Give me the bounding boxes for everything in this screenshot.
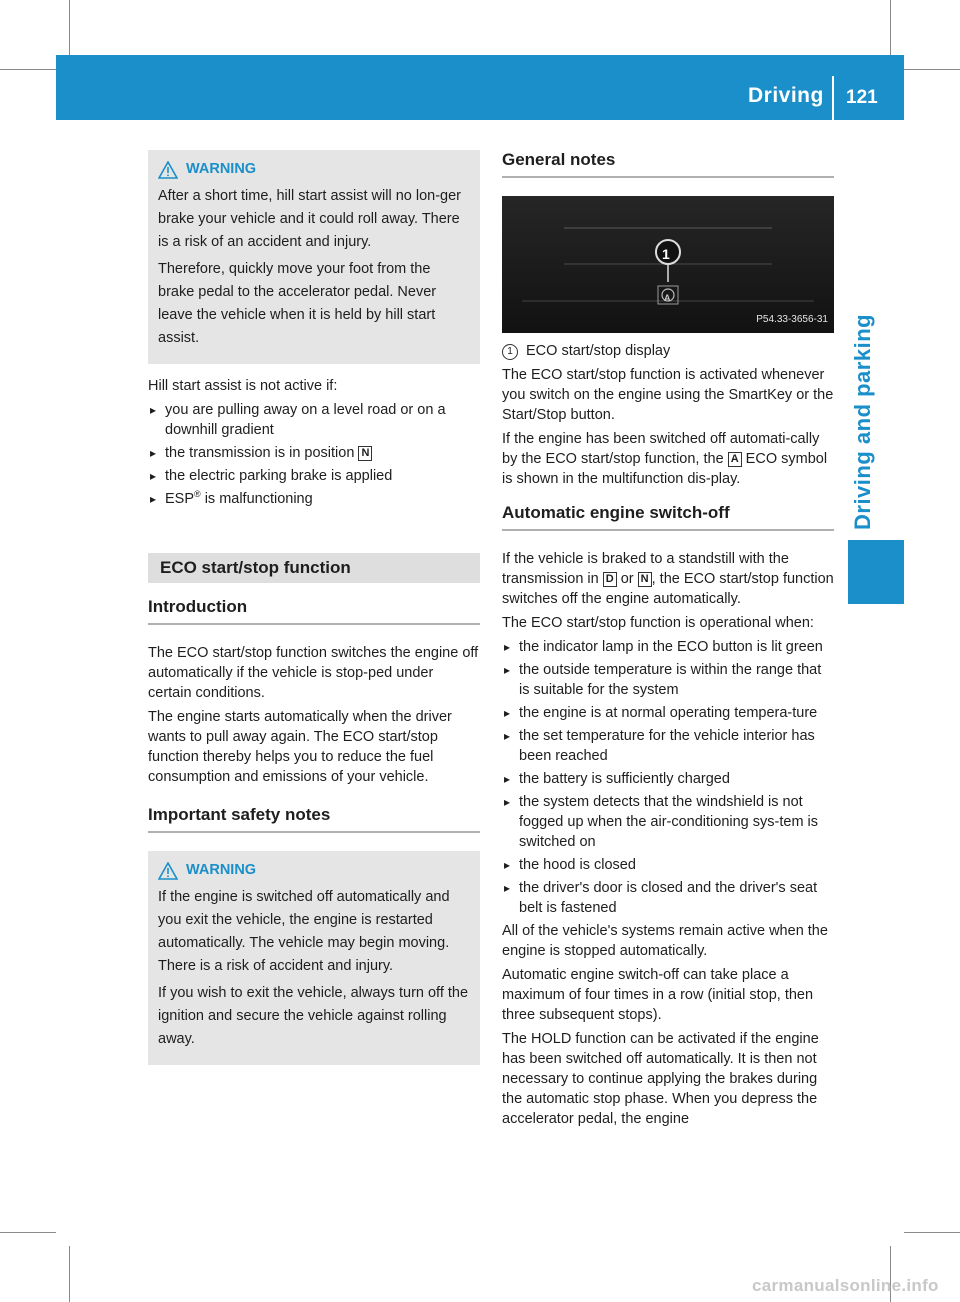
list-item: ▸ the set temperature for the vehicle interior has been reached	[502, 726, 834, 766]
paragraph: Automatic engine switch-off can take place a maximum of four times in a row (initial stop, then three subsequent stops).	[502, 967, 814, 1023]
crop-mark	[890, 0, 891, 56]
warning-header	[158, 859, 470, 882]
crop-mark	[69, 1246, 70, 1302]
warning-text: Therefore, quickly move your foot from the brake pedal to the accelerator pedal. Never leave the vehicle when it is held by hill start assist.	[158, 261, 437, 346]
paragraph: The ECO start/stop function is activated whenever you switch on the engine using the SmartKey or the Start/Stop button.	[502, 367, 834, 423]
chapter-tab-marker	[848, 540, 904, 604]
paragraph: The HOLD function can be activated if the engine has been switched off automatically. It is then not necessary to continue applying the brakes during the automatic stop phase. When you depress the accelerator pedal, the engine	[502, 1031, 819, 1127]
chapter-tab-label: Driving and parking	[850, 313, 875, 530]
paragraph-text: If the vehicle is braked to a standstill with the transmission in	[502, 551, 789, 587]
crop-mark	[0, 69, 56, 70]
paragraph: The ECO start/stop function switches the engine off automatically if the vehicle is stop-ped under certain conditions.	[148, 645, 479, 701]
subsection-heading: Automatic engine switch-off	[502, 503, 834, 531]
paragraph	[502, 429, 834, 489]
header-divider	[832, 76, 834, 120]
list-item: ▸ the outside temperature is within the range that is suitable for the system	[502, 660, 834, 700]
paragraph: The engine starts automatically when the driver wants to pull away again. The ECO start/stop function thereby helps you to reduce the fuel consumption and emissions of your vehicle.	[148, 709, 452, 785]
list-item: ▸ you are pulling away on a level road or on a downhill gradient	[148, 400, 480, 440]
figure-caption	[502, 341, 834, 361]
caption-text: ECO start/stop display	[526, 343, 671, 359]
list-item: ▸ the system detects that the windshield is not fogged up when the air-conditioning sys-tem is switched on	[502, 792, 834, 852]
list-item: ▸ the driver's door is closed and the driver's seat belt is fastened	[502, 878, 834, 918]
warning-box	[148, 150, 480, 364]
warning-triangle-icon	[158, 161, 178, 179]
paragraph: The ECO start/stop function is operational when:	[502, 615, 814, 631]
list-item: ▸ the indicator lamp in the ECO button is lit green	[502, 637, 834, 657]
paragraph: Hill start assist is not active if:	[148, 378, 338, 394]
list-item-text: ESP	[165, 491, 195, 507]
section-heading: ECO start/stop function	[148, 553, 480, 583]
list-item	[148, 443, 480, 463]
callout-number: 1	[662, 246, 670, 262]
list-item: ▸ the engine is at normal operating tempera-ture	[502, 703, 834, 723]
list-item: ▸ the battery is sufficiently charged	[502, 769, 834, 789]
callout-badge: 1	[502, 344, 518, 360]
list-item-text: is malfunctioning	[204, 491, 313, 507]
figure-code: P54.33-3656-31	[756, 314, 828, 325]
list-item	[148, 489, 480, 509]
transmission-n-symbol: N	[358, 446, 372, 461]
crop-mark	[904, 69, 960, 70]
subsection-heading: Important safety notes	[148, 805, 480, 833]
list-item: ▸ the hood is closed	[502, 855, 834, 875]
warning-text: If the engine is switched off automatically and you exit the vehicle, the engine is restarted automatically. The vehicle may begin moving. There is a risk of accident and injury.	[158, 889, 450, 974]
hill-conditions-list	[148, 400, 480, 509]
list-item-text: the transmission is in position	[165, 445, 355, 461]
eco-symbol: A	[664, 293, 671, 303]
warning-triangle-icon	[158, 862, 178, 880]
paragraph: All of the vehicle's systems remain active when the engine is stopped automatically.	[502, 923, 828, 959]
warning-title: WARNING	[186, 161, 257, 177]
section-title: Driving	[748, 84, 824, 107]
paragraph	[502, 549, 834, 609]
list-item: ▸ the electric parking brake is applied	[148, 466, 480, 486]
warning-text: After a short time, hill start assist will no lon-ger brake your vehicle and it could roll away. There is a risk of an accident and injury.	[158, 188, 461, 250]
crop-mark	[0, 1232, 56, 1233]
subsection-heading: General notes	[502, 150, 834, 178]
paragraph-text: ECO symbol is shown in the multifunction dis-play.	[502, 451, 828, 487]
paragraph-text: , the ECO start/stop function switches off the engine automatically.	[502, 571, 834, 607]
page-number: 121	[846, 87, 878, 108]
instrument-display-figure	[502, 196, 834, 333]
crop-mark	[904, 1232, 960, 1233]
warning-text: If you wish to exit the vehicle, always turn off the ignition and secure the vehicle against rolling away.	[158, 985, 469, 1047]
subsection-heading: Introduction	[148, 597, 480, 625]
warning-header	[158, 158, 470, 181]
operational-conditions-list	[502, 637, 834, 918]
warning-title: WARNING	[186, 862, 257, 878]
eco-start-stop-symbol: A	[728, 452, 742, 467]
crop-mark	[69, 0, 70, 56]
registered-mark: ®	[194, 489, 201, 500]
left-column	[148, 150, 480, 1065]
right-column	[502, 150, 834, 1133]
warning-box	[148, 851, 480, 1065]
transmission-d-symbol: D	[603, 572, 617, 587]
paragraph-text: or	[620, 571, 634, 587]
paragraph-text: If the engine has been switched off automati-cally by the ECO start/stop function, the	[502, 431, 820, 467]
watermark: carmanualsonline.info	[752, 1276, 939, 1295]
transmission-n-symbol: N	[638, 572, 652, 587]
